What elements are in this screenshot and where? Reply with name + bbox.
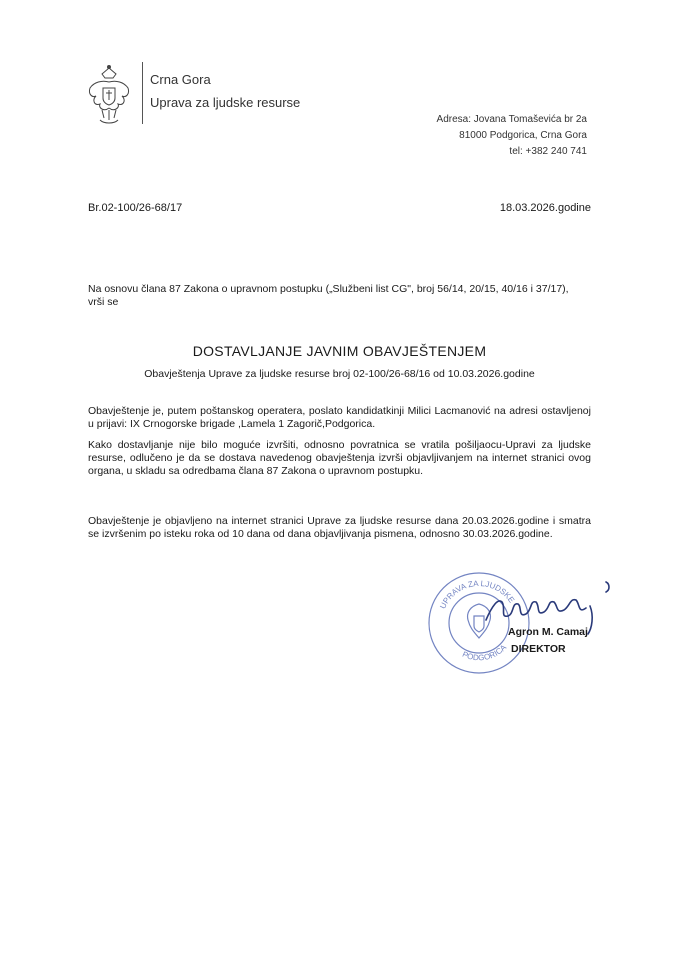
reference-number: Br.02-100/26-68/17 — [88, 202, 183, 214]
org-country: Crna Gora — [150, 72, 211, 87]
address-street: Adresa: Jovana Tomaševića br 2a — [436, 114, 587, 125]
coat-of-arms-logo — [82, 64, 136, 126]
header-divider — [142, 62, 143, 124]
body-paragraph-1: Obavještenje je, putem poštanskog operatera, poslato kandidatkinji Milici Lacmanović na adresi ostavljenoj u prijavi: IX Crnogorske brigade ,Lamela 1 Zagorič,Podgorica. — [88, 405, 591, 430]
stamp-text-bottom: PODGORICA — [460, 642, 509, 663]
address-city: 81000 Podgorica, Crna Gora — [459, 130, 587, 141]
body-paragraph-2: Kako dostavljanje nije bilo moguće izvršiti, odnosno povratnica se vratila pošiljaocu-Upravi za ljudske resurse, odlučeno je da se dostava navedenog obavještenja izvrši objavljivanjem na internet stranici ovog organa, u skladu sa odredbama člana 87 Zakona o upravnom postupku. — [88, 439, 591, 477]
org-name: Uprava za ljudske resurse — [150, 95, 301, 110]
intro-line-1: Na osnovu člana 87 Zakona o upravnom postupku („Službeni list CG", broj 56/14, 20/15, 40/16 i 37/17), — [88, 283, 569, 295]
document-title: DOSTAVLJANJE JAVNIM OBAVJEŠTENJEM — [192, 343, 487, 359]
document-date: 18.03.2026.godine — [499, 202, 591, 214]
intro-line-2: vrši se — [88, 296, 119, 308]
body-paragraph-3: Obavještenje je objavljeno na internet stranici Uprave za ljudske resurse dana 20.03.2026.godine i smatra se izvršenim po isteku roka od 10 dana od dana objavljivanja pismena, odnosno 30.03.2026.godine. — [88, 515, 591, 540]
stamp-text-top: UPRAVA ZA LJUDSKE — [438, 578, 517, 611]
signatory-name: Agron M. Camaj — [508, 626, 588, 638]
document-subtitle: Obavještenja Uprave za ljudske resurse broj 02-100/26-68/16 od 10.03.2026.godine — [144, 368, 535, 380]
intro-paragraph — [88, 283, 591, 309]
address-phone: tel: +382 240 741 — [509, 146, 587, 157]
signatory-role: DIREKTOR — [511, 643, 566, 655]
